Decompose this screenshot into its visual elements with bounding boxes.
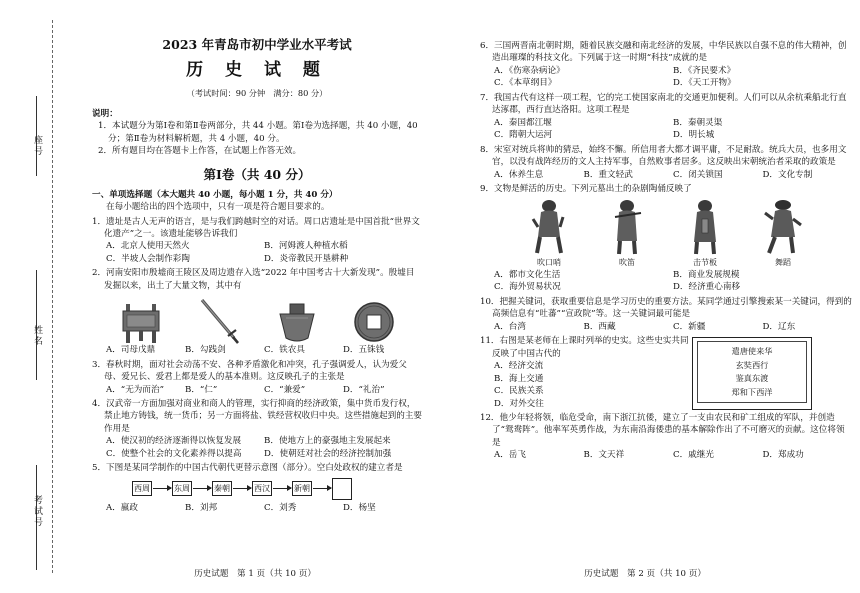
option-b[interactable]: B．秦朝灵渠: [673, 117, 723, 128]
exam-meta: （考试时间：90 分钟 满分：80 分）: [186, 87, 328, 98]
option-c[interactable]: C．海外贸易状况: [494, 282, 561, 293]
figurine-item: [685, 197, 725, 269]
option-c[interactable]: C．半坡人会制作彩陶: [106, 253, 190, 264]
question-stem: 5．下图是某同学制作的中国古代朝代更替示意图（部分）。空白处政权的建立者是: [92, 463, 403, 474]
option-b[interactable]: B．“仁”: [185, 384, 218, 395]
exam-title: 2023 年青岛市初中学业水平考试: [162, 37, 352, 52]
question-7: [480, 92, 852, 142]
page-footer: 历史试题 第 1 页（共 10 页）: [194, 568, 316, 579]
option-b[interactable]: B．西藏: [583, 321, 616, 332]
option-a[interactable]: A．北京人使用天然火: [106, 241, 190, 252]
option-d[interactable]: D．五铢钱: [343, 345, 385, 356]
option-a[interactable]: A．都市文化生活: [494, 270, 561, 281]
name-label: 姓名: [32, 325, 43, 347]
dynasty-box: 新朝: [292, 481, 312, 496]
option-c[interactable]: C．新疆: [673, 321, 706, 332]
question-stem: 2．河南安阳市殷墟商王陵区及周边遗存入选“2022 年中国考古十大新发现”。殷墟目发掘以来，出土了大量文物，其中有: [92, 268, 415, 291]
figurine-images: [480, 195, 852, 269]
option-b[interactable]: B．刘邦: [185, 502, 218, 513]
option-a[interactable]: A．“无为而治”: [106, 384, 164, 395]
instruction-item: 1．本试题分为第Ⅰ卷和第Ⅱ卷两部分，共 44 小题。第Ⅰ卷为选择题，共 40 小题，40 分；第Ⅱ卷为材料解析题，共 4 小题，40 分。: [98, 121, 418, 144]
subject-title: 历 史 试 题: [186, 60, 328, 81]
question-3: [92, 359, 422, 396]
arrow-icon: [233, 488, 251, 489]
option-d[interactable]: D．明长城: [673, 130, 715, 141]
question-2: [92, 267, 422, 356]
figurine-caption: 舞蹈: [775, 258, 791, 268]
artifact-images: [92, 292, 422, 344]
dynasty-box: 西汉: [252, 481, 272, 496]
arrow-icon: [313, 488, 331, 489]
page-2-content: [480, 38, 852, 462]
option-b[interactable]: B．文天祥: [583, 450, 625, 461]
question-stem: 1．遗址是古人无声的语言，是与我们跨越时空的对话。周口店遗址是中国首批“世界文化遗产”之一。该遗址能够告诉我们: [92, 216, 420, 239]
option-b[interactable]: B．使地方上的豪强地主发展起来: [264, 436, 391, 447]
option-a[interactable]: A．休养生息: [494, 169, 544, 180]
dynasty-box: 西周: [132, 481, 152, 496]
figurine-clapper-icon: [685, 197, 725, 257]
question-8: [480, 144, 852, 181]
option-d[interactable]: D．文化专制: [762, 169, 813, 180]
question-stem: 8．宋室对统兵将帅的猜忌，始终不懈。所信用者大都才调平庸，不足耐敌。统兵大员，也多用文官，以没有战阵经历的文人主持军事，自然败事者居多。这反映出宋朝统治者采取的政策是: [480, 144, 847, 168]
arrow-icon: [273, 488, 291, 489]
figurine-item: [529, 197, 569, 269]
history-facts-box: [692, 337, 812, 410]
figurine-caption: 吹口哨: [537, 258, 561, 268]
instruction-item: 2．所有题目均在答题卡上作答，在试题上作答无效。: [98, 146, 302, 157]
option-b[interactable]: B．商业发展规模: [673, 270, 740, 281]
ding-vessel-icon: [118, 300, 164, 344]
dynasty-box: 东周: [172, 481, 192, 496]
figurine-whistle-icon: [529, 197, 569, 257]
option-a[interactable]: A．岳飞: [494, 450, 526, 461]
seat-label: 座号: [32, 135, 43, 157]
page-footer: 历史试题 第 2 页（共 10 页）: [584, 568, 706, 579]
option-d[interactable]: D．《天工开物》: [673, 78, 736, 89]
option-c[interactable]: C．民族关系: [494, 386, 544, 397]
option-d[interactable]: D．“礼治”: [343, 384, 385, 395]
figurine-flute-icon: [607, 197, 647, 257]
option-b[interactable]: B．海上交通: [494, 373, 544, 384]
option-c[interactable]: C．使整个社会的文化素养得以提高: [106, 448, 242, 459]
page-1-content: [92, 0, 422, 514]
wuzhu-coin-icon: [352, 300, 396, 344]
question-stem: 6．三国两晋南北朝时期，随着民族交融和南北经济的发展，中华民族以自强不息的伟大精神，创造出璀璨的科技文化。下列属于这一时期“科技”成就的是: [480, 41, 847, 64]
dynasty-diagram: [92, 478, 422, 500]
figurine-item: [607, 197, 647, 269]
option-c[interactable]: C．隋朝大运河: [494, 130, 553, 141]
question-1: [92, 216, 422, 266]
option-b[interactable]: B．《齐民要术》: [673, 65, 736, 76]
figurine-caption: 吹笛: [619, 258, 635, 268]
fact-line: 玄奘西行: [735, 359, 769, 370]
question-5: [92, 462, 422, 514]
question-9: [480, 183, 852, 294]
option-b[interactable]: B．重文轻武: [583, 169, 633, 180]
instructions: [92, 108, 422, 158]
option-c[interactable]: C．《本草纲目》: [494, 78, 557, 89]
question-10: [480, 296, 852, 333]
section-heading: 一、单项选择题（本大题共 40 小题，每小题 1 分，共 40 分）: [92, 189, 338, 200]
option-b[interactable]: B．勾践剑: [185, 345, 226, 356]
iron-tool-icon: [274, 300, 320, 344]
dynasty-box-blank[interactable]: [332, 478, 352, 500]
question-stem: 12．他少年轻将领，临危受命，南下浙江抗倭，建立了一支由农民和矿工组成的军队，并创造了“鸳鸯阵”。他率军英勇作战，为东南沿海倭患的基本解除作出了不可磨灭的贡献。这位将领是: [480, 413, 845, 448]
question-stem: 7．我国古代有这样一项工程，它的完工使国家南北的交通更加便利。人们可以从余杭乘船北行直达涿郡，西行直达洛阳。这项工程是: [480, 92, 847, 116]
arrow-icon: [193, 488, 211, 489]
option-d[interactable]: D．辽东: [762, 321, 796, 332]
option-a[interactable]: A．嬴政: [106, 502, 138, 513]
option-d[interactable]: D．郑成功: [762, 450, 804, 461]
instructions-heading: 说明：: [92, 108, 118, 119]
question-11: [480, 335, 852, 410]
option-c[interactable]: C．刘秀: [264, 502, 297, 513]
question-6: [480, 40, 852, 90]
question-stem: 11．右图是某老师在上课时列举的史实。这些史实共同反映了中国古代的: [480, 336, 689, 359]
question-12: [480, 412, 852, 462]
exam-page-2: [430, 0, 860, 593]
option-d[interactable]: D．经济重心南移: [673, 282, 741, 293]
option-d[interactable]: D．炎帝教民开垦耕种: [264, 253, 349, 264]
option-c[interactable]: C．闭关锁国: [673, 169, 723, 180]
option-a[interactable]: A．司母戊鼎: [106, 345, 156, 356]
figurine-dance-icon: [763, 197, 803, 257]
cut-line: [52, 20, 53, 573]
figurine-item: [763, 197, 803, 269]
option-d[interactable]: D．使朝廷对社会的经济控制加强: [264, 448, 392, 459]
option-a[interactable]: A．台湾: [494, 321, 526, 332]
option-d[interactable]: D．对外交往: [494, 398, 544, 409]
dynasty-box: 秦朝: [212, 481, 232, 496]
section-subheading: 在每小题给出的四个选项中，只有一项是符合题目要求的。: [106, 202, 330, 213]
bronze-sword-icon: [196, 296, 242, 344]
exam-no-label: 考试号: [32, 495, 43, 528]
option-a[interactable]: A．《伤寒杂病论》: [494, 65, 565, 76]
binding-margin: [0, 0, 82, 593]
figurine-caption: 击节板: [693, 258, 717, 268]
option-a[interactable]: A．秦国都江堰: [494, 117, 552, 128]
arrow-icon: [153, 488, 171, 489]
option-c[interactable]: C．戚继光: [673, 450, 714, 461]
question-stem: 4．汉武帝一方面加强对商业和商人的管理，实行抑商的经济政策，集中货币发行权，禁止地方铸钱，统一货币；另一方面将盐、铁经营权收归中央。这些措施起到的主要作用是: [92, 399, 422, 434]
option-c[interactable]: C．“兼爱”: [264, 384, 306, 395]
fact-line: 遣唐使来华: [731, 346, 773, 357]
fact-line: 郑和下西洋: [731, 386, 773, 397]
fact-line: 鉴真东渡: [735, 373, 769, 384]
question-stem: 10．把握关键词，获取重要信息是学习历史的重要方法。某同学通过引擎搜索某一关键词，得到的高频信息有“吐蕃”“宣政院”等。这一关键词最可能是: [480, 296, 852, 320]
option-b[interactable]: B．河姆渡人种植水稻: [264, 241, 348, 252]
option-d[interactable]: D．杨坚: [343, 502, 376, 513]
option-a[interactable]: A．使汉初的经济逐渐得以恢复发展: [106, 436, 242, 447]
part-1-title: 第Ⅰ卷（共 40 分）: [203, 167, 311, 183]
question-4: [92, 398, 422, 460]
option-c[interactable]: C．铁农具: [264, 345, 305, 356]
question-stem: 3．春秋时期，面对社会动荡不安、各种矛盾激化和冲突，孔子强调爱人，认为爱父母、爱兄长、爱君上都是爱人的基本准则。这反映孔子的主张是: [92, 359, 407, 383]
option-a[interactable]: A．经济交流: [494, 361, 544, 372]
question-stem: 9．文物是鲜活的历史。下列元墓出土的杂剧陶俑反映了: [480, 183, 692, 194]
